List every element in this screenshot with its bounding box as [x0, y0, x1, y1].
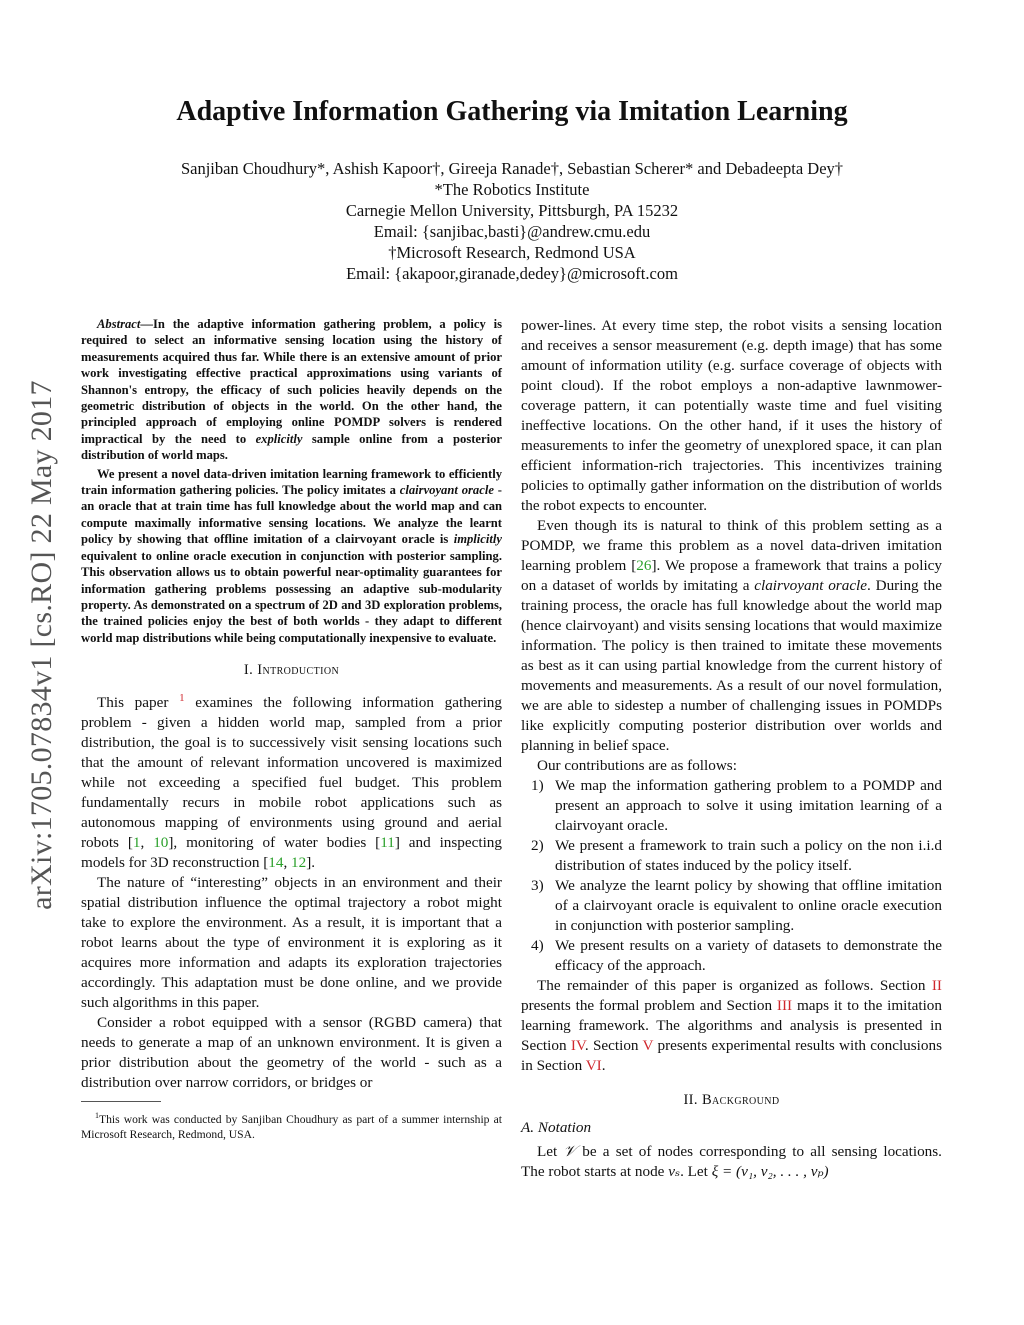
- contribution-item: 1) We map the information gathering problem to a POMDP and present an approach to solve it using imitation learning of a clairvoyant oracle.: [531, 777, 942, 834]
- right-paragraph-4: The remainder of this paper is organized as follows. Section II presents the formal problem and Section III maps it to the imitation learning framework. The algorithms and analysis is presented in Section IV. Section V presents experimental results with conclusions in Section VI.: [521, 977, 942, 1074]
- section-heading-introduction: I. Introduction: [243, 662, 340, 679]
- abstract: [81, 316, 502, 646]
- abstract-label: Abstract: [97, 317, 141, 331]
- intro-paragraph-2: The nature of “interesting” objects in an environment and their spatial distribution influence the optimal trajectory a robot might take to explore the environment. As a result, it is important that a robot learns about the type of environment it is exploring as it acquires more information and adapts its exploration trajectories accordingly. This adaptation must be done online, and we provide such algorithms in this paper.: [81, 874, 502, 1012]
- arxiv-stamp: [12, 340, 72, 950]
- section-heading-background: II. Background: [683, 1092, 780, 1108]
- section-link-vi[interactable]: VI: [585, 1057, 602, 1074]
- notation-paragraph: Let 𝒱 be a set of nodes corresponding to all sensing locations. The robot starts at node vₛ. Let ξ = (v₁, v₂, . . . , vₚ): [521, 1143, 942, 1180]
- right-paragraph-3: Our contributions are as follows:: [537, 757, 737, 774]
- right-paragraph-2: Even though its is natural to think of this problem setting as a POMDP, we frame this problem as a novel data-driven imitation learning problem [26]. We propose a framework that trains a policy on a dataset of worlds by imitating a clairvoyant oracle. During the training process, the oracle has full knowledge about the world map (hence clairvoyant) and visits sensing locations that would maximize information. The policy is then trained to imitate these movements as best as it can using partial knowledge from the current history of movements and measurements. As a result of our novel formulation, we are able to sidestep a number of challenging issues in POMDPs like explicitly computing posterior distribution over worlds and planning in belief space.: [521, 517, 943, 754]
- affiliation-microsoft: †Microsoft Research, Redmond USA: [388, 243, 636, 262]
- author-block: [0, 158, 1024, 284]
- introduction-body: [81, 688, 502, 1093]
- right-column: [521, 316, 942, 1182]
- footnote-divider: [81, 1101, 161, 1102]
- section-link-iv[interactable]: IV: [570, 1037, 585, 1054]
- abstract-paragraph-1: Abstract—In the adaptive information gathering problem, a policy is required to select an informative sensing location using the history of measurements acquired thus far. While there is an extensive amount of prior work investigating effective practical approximations using variants of Shannon's entropy, the efficacy of such policies heavily depends on the geometric distribution of objects in the world. On the other hand, the principled approach of employing online POMDP solvers is rendered impractical by the need to explicitly sample online from a posterior distribution of world maps.: [81, 317, 502, 463]
- citation-11[interactable]: 11: [380, 834, 395, 852]
- author-list: Sanjiban Choudhury*, Ashish Kapoor†, Gireeja Ranade†, Sebastian Scherer* and Debadeepta Dey†: [180, 159, 844, 178]
- footnote-1: $^1$This work was conducted by Sanjiban Choudhury as part of a summer internship at Microsoft Research, Redmond, USA.: [81, 1111, 502, 1142]
- contribution-item: 2) We present a framework to train such a policy on the non i.i.d distribution of states induced by the policy itself.: [531, 837, 942, 874]
- citation-1[interactable]: 1: [132, 834, 141, 852]
- affiliation-cmu: *The Robotics Institute: [434, 180, 590, 199]
- intro-paragraph-3: Consider a robot equipped with a sensor (RGBD camera) that needs to generate a map of an unknown environment. It is given a prior distribution about the geometry of the world - such as a distribution over narrow corridors, or bridges or: [81, 1014, 502, 1092]
- citation-26[interactable]: 26: [636, 557, 652, 574]
- citation-10[interactable]: 10: [153, 834, 169, 852]
- abstract-paragraph-2: We present a novel data-driven imitation learning framework to efficiently train information gathering policies. The policy imitates a clairvoyant oracle - an oracle that at train time has full knowledge about the world map and can compute maximally informative sensing locations. We analyze the learnt policy by showing that offline imitation of a clairvoyant oracle is implicitly equivalent to online oracle execution in conjunction with posterior sampling. This observation allows us to obtain powerful near-optimality guarantees for information gathering problems possessing an adaptive sub-modularity property. As demonstrated on a spectrum of 2D and 3D exploration problems, the trained policies enjoy the best of both worlds - they adapt to different world map distributions while being computationally inexpensive to evaluate.: [81, 466, 502, 645]
- citation-12[interactable]: 12: [291, 854, 307, 872]
- right-body: [521, 316, 942, 1076]
- section-link-iii[interactable]: III: [776, 997, 793, 1014]
- footnote-link-1[interactable]: 1: [179, 692, 185, 705]
- section-link-ii[interactable]: II: [931, 977, 942, 994]
- left-column: [81, 316, 502, 1142]
- contribution-item: 3) We analyze the learnt policy by showing that offline imitation of a clairvoyant oracle is equivalent to online oracle execution in conjunction with posterior sampling.: [531, 877, 942, 934]
- subsection-heading-notation: A. Notation: [521, 1119, 592, 1136]
- email-microsoft: Email: {akapoor,giranade,dedey}@microsoft.com: [346, 264, 678, 283]
- affiliation-cmu-address: Carnegie Mellon University, Pittsburgh, PA 15232: [345, 201, 679, 220]
- right-paragraph-1: power-lines. At every time step, the robot visits a sensing location and receives a sensor measurement (e.g. depth image) that has some amount of information utility (e.g. surface coverage of objects with point cloud). If the robot employs a non-adaptive lawnmower-coverage pattern, it can potentially waste time and fuel visiting ineffective locations. On the other hand, if it uses the history of measurements to infer the geometry of unexplored space, it can plan efficient information-rich trajectories. This incentivizes training policies to optimally gather information on the distribution of worlds the robot expects to encounter.: [521, 317, 942, 514]
- citation-14[interactable]: 14: [268, 854, 284, 872]
- intro-paragraph-1: This paper $^1$ examines the following information gathering problem - given a hidden world map, sampled from a prior distribution, the goal is to successively visit sensing locations such that the amount of relevant information uncovered is maximized while not exceeding a specified fuel budget. This problem fundamentally recurs in mobile robot applications such as autonomous mapping of environments using ground and aerial robots [1, 10], monitoring of water bodies [11] and inspecting models for 3D reconstruction [14, 12].: [81, 692, 502, 872]
- section-link-v[interactable]: V: [642, 1037, 654, 1054]
- arxiv-id: arXiv:1705.07834v1 [cs.RO] 22 May 2017: [25, 380, 58, 910]
- email-cmu: Email: {sanjibac,basti}@andrew.cmu.edu: [373, 222, 651, 241]
- contribution-item: 4) We present results on a variety of datasets to demonstrate the efficacy of the approach.: [531, 937, 942, 974]
- paper-title: Adaptive Information Gathering via Imitation Learning: [176, 96, 848, 127]
- contributions-list: [521, 776, 942, 976]
- notation-body: [521, 1142, 942, 1182]
